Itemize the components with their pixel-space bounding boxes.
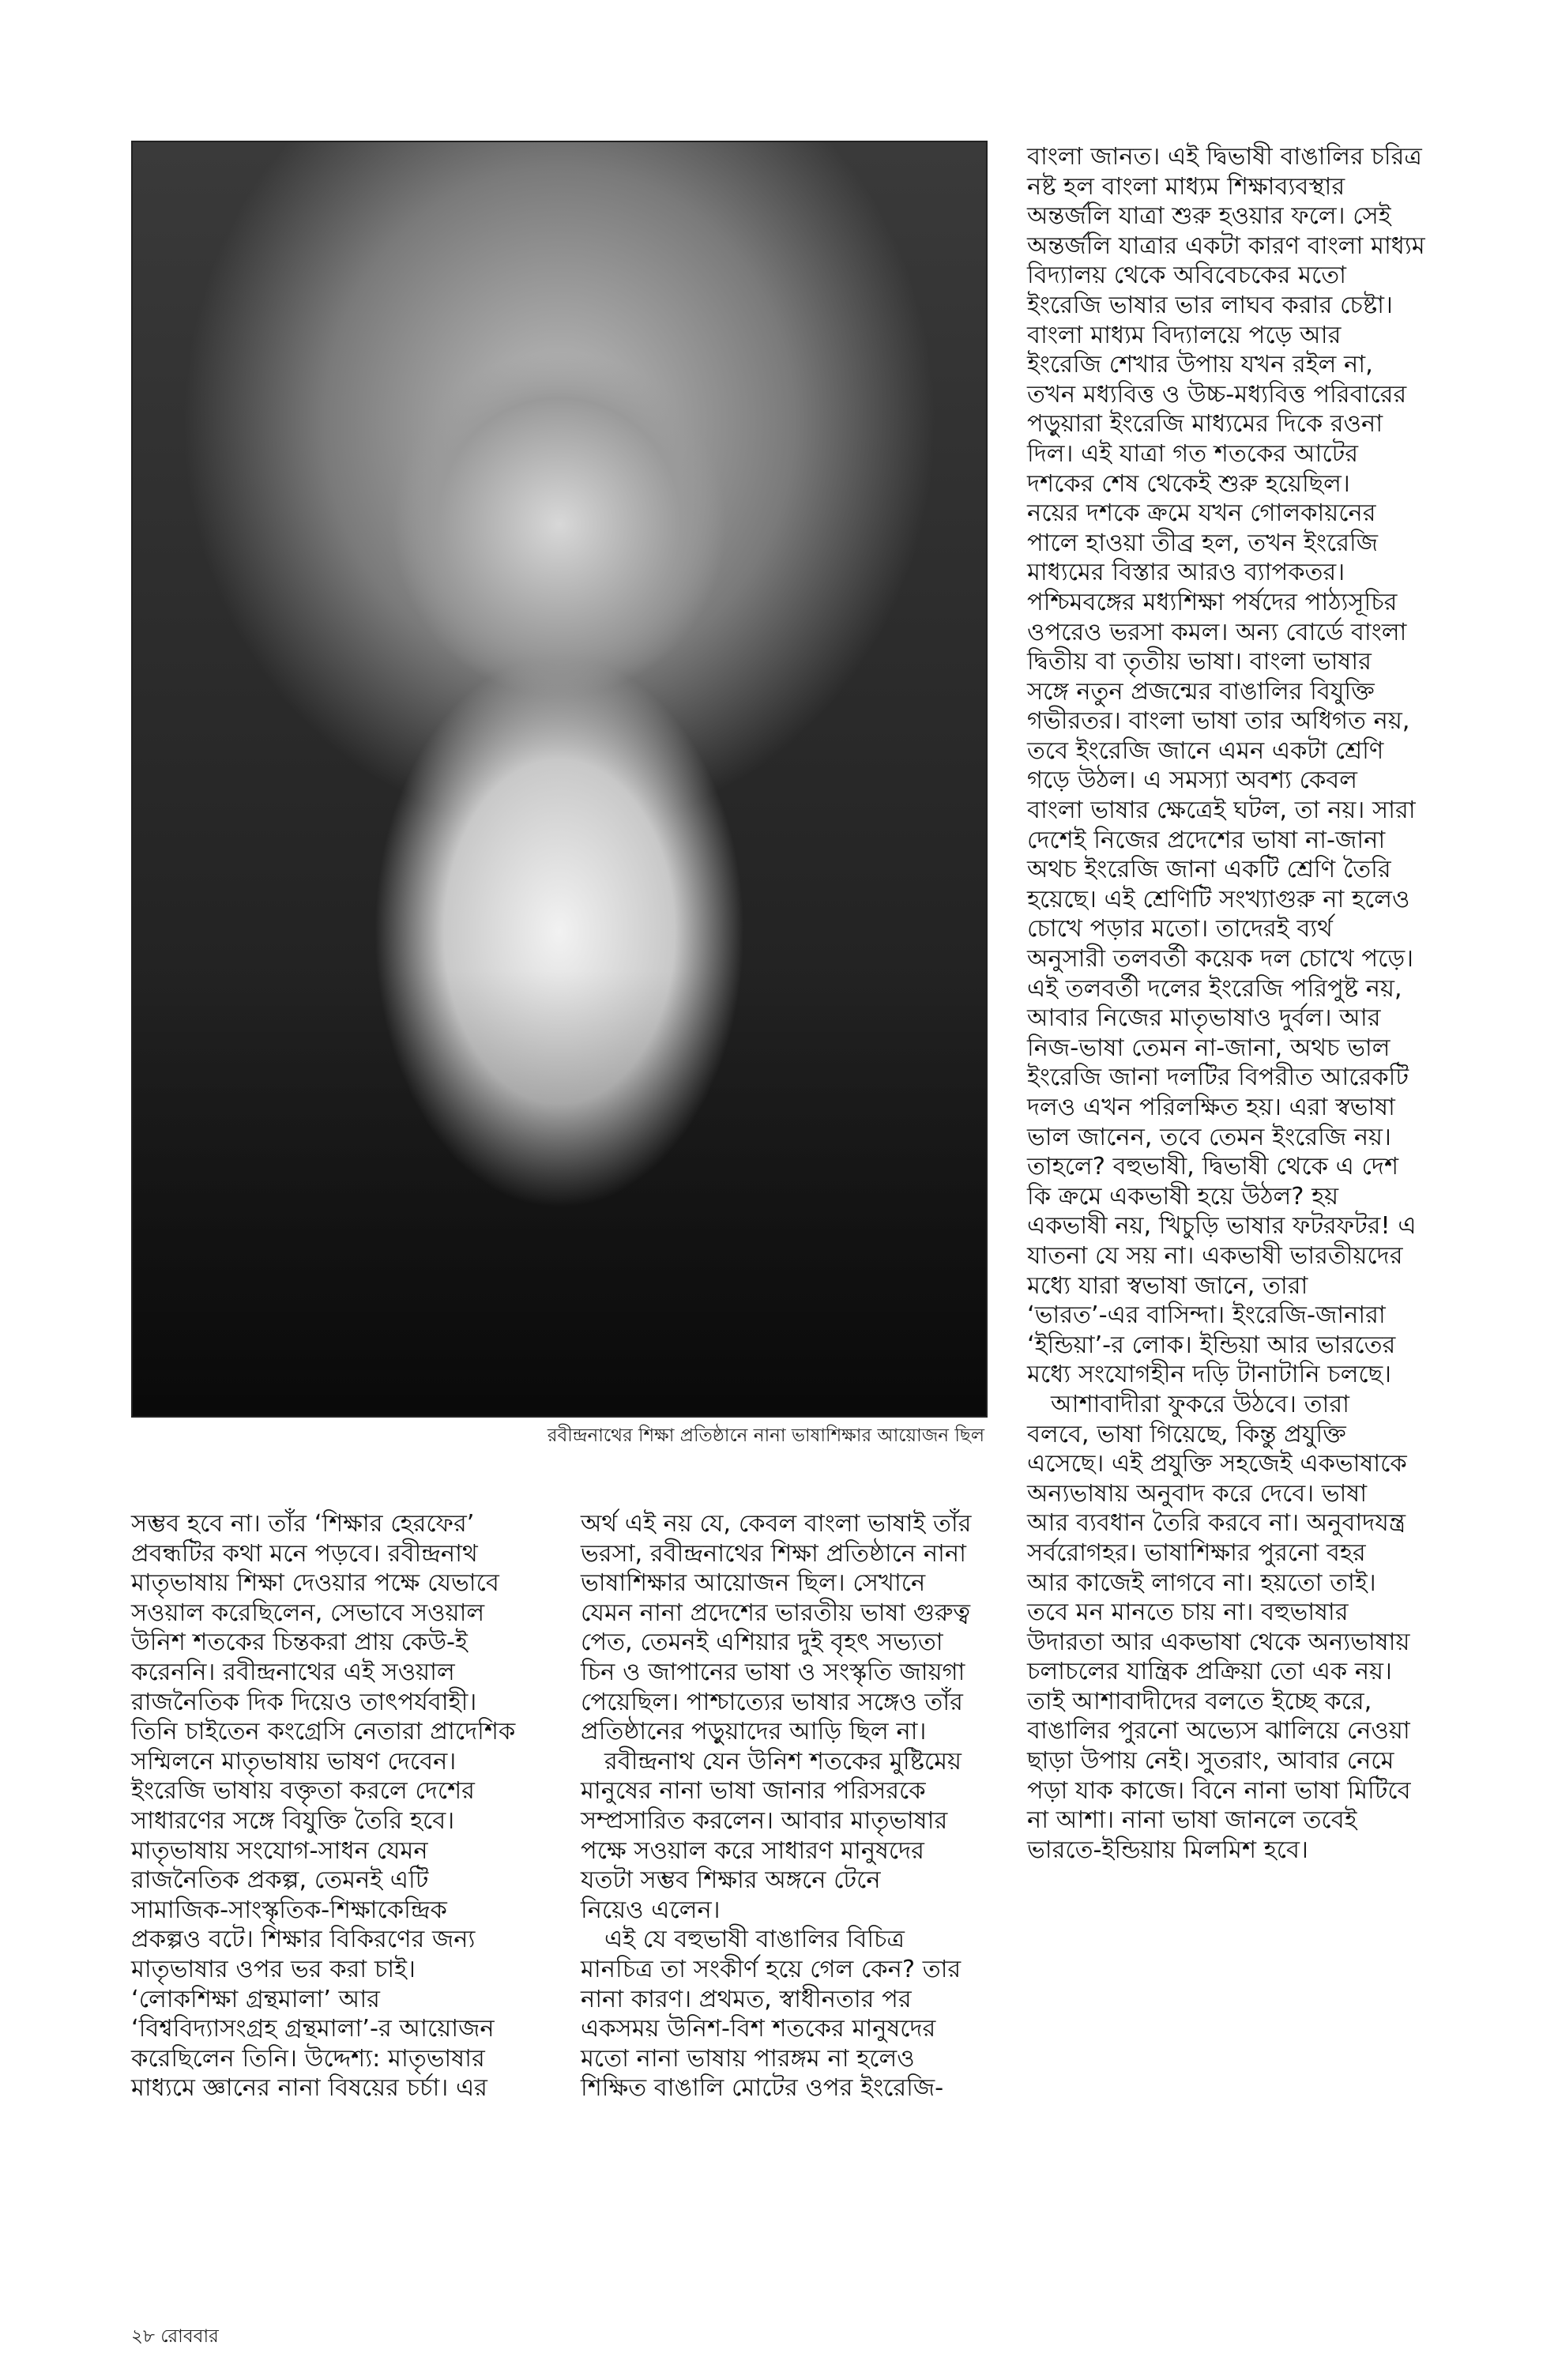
text-column-left bbox=[131, 1509, 526, 2103]
text-line: কি ক্রমে একভাষী হয়ে উঠল? হয় bbox=[1027, 1182, 1339, 1211]
text-column-middle bbox=[581, 1509, 976, 2103]
text-line: করেছিলেন তিনি। উদ্দেশ্য: মাতৃভাষার bbox=[131, 2044, 485, 2073]
text-line: আর কাজেই লাগবে না। হয়তো তাই। bbox=[1027, 1568, 1376, 1597]
text-line: গড়ে উঠল। এ সমস্যা অবশ্য কেবল bbox=[1027, 766, 1358, 795]
magazine-name: রোববার bbox=[160, 2326, 219, 2347]
text-line: শিক্ষিত বাঙালি মোটের ওপর ইংরেজি- bbox=[581, 2074, 944, 2103]
photo-caption: রবীন্দ্রনাথের শিক্ষা প্রতিষ্ঠানে নানা ভাষাশিক্ষার আয়োজন ছিল bbox=[547, 1425, 984, 1446]
text-line: দলও এখন পরিলক্ষিত হয়। এরা স্বভাষা bbox=[1027, 1094, 1395, 1121]
text-line: অথচ ইংরেজি জানা একটি শ্রেণি তৈরি bbox=[1027, 856, 1391, 884]
text-line: নয়ের দশকে ক্রমে যখন গোলকায়নের bbox=[1027, 499, 1376, 528]
text-line: নষ্ট হল বাংলা মাধ্যম শিক্ষাব্যবস্থার bbox=[1027, 172, 1345, 201]
text-line: ভাল জানেন, তবে তেমন ইংরেজি নয়। bbox=[1027, 1123, 1391, 1151]
text-line: অন্তর্জলি যাত্রার একটা কারণ বাংলা মাধ্যম bbox=[1027, 232, 1425, 260]
text-line: উদারতা আর একভাষা থেকে অন্যভাষায় bbox=[1027, 1628, 1410, 1656]
portrait-photo bbox=[131, 141, 988, 1418]
text-line: নানা কারণ। প্রথমত, স্বাধীনতার পর bbox=[581, 1985, 912, 2013]
text-line: হয়েছে। এই শ্রেণিটি সংখ্যাগুরু না হলেও bbox=[1027, 885, 1410, 913]
photo-shadow bbox=[133, 970, 986, 1416]
text-line: ইংরেজি ভাষার ভার লাঘব করার চেষ্টা। bbox=[1027, 291, 1393, 319]
text-line: দিল। এই যাত্রা গত শতকের আটের bbox=[1027, 439, 1358, 468]
text-line: বাংলা মাধ্যম বিদ্যালয়ে পড়ে আর bbox=[1027, 321, 1342, 349]
text-line: ভারতে-ইন্ডিয়ায় মিলমিশ হবে। bbox=[1027, 1836, 1308, 1864]
text-line: তবে ইংরেজি জানে এমন একটা শ্রেণি bbox=[1027, 736, 1384, 765]
text-line: ভাষাশিক্ষার আয়োজন ছিল। সেখানে bbox=[581, 1569, 926, 1598]
text-line: বাংলা জানত। এই দ্বিভাষী বাঙালির চরিত্র bbox=[1027, 143, 1422, 171]
text-line: পশ্চিমবঙ্গের মধ্যশিক্ষা পর্ষদের পাঠ্যসূচির bbox=[1027, 588, 1398, 616]
text-line: বলবে, ভাষা গিয়েছে, কিন্তু প্রযুক্তি bbox=[1027, 1420, 1346, 1448]
text-line: মাতৃভাষায় শিক্ষা দেওয়ার পক্ষে যেভাবে bbox=[131, 1569, 499, 1598]
text-line: ইংরেজি জানা দলটির বিপরীত আরেকটি bbox=[1027, 1064, 1409, 1092]
text-line: নিয়েও এলেন। bbox=[581, 1896, 721, 1924]
text-line: প্রবন্ধটির কথা মনে পড়বে। রবীন্দ্রনাথ bbox=[131, 1539, 478, 1568]
text-line: চোখে পড়ার মতো। তাদেরই ব্যর্থ bbox=[1027, 915, 1333, 943]
text-line: এই তলবর্তী দলের ইংরেজি পরিপুষ্ট নয়, bbox=[1027, 974, 1402, 1003]
text-line: ‘ভারত’-এর বাসিন্দা। ইংরেজি-জানারা bbox=[1027, 1301, 1386, 1330]
text-line: মধ্যে সংযোগহীন দড়ি টানাটানি চলছে। bbox=[1027, 1361, 1392, 1389]
text-line: ভরসা, রবীন্দ্রনাথের শিক্ষা প্রতিষ্ঠানে নানা bbox=[581, 1539, 966, 1568]
text-line: তখন মধ্যবিত্ত ও উচ্চ-মধ্যবিত্ত পরিবারের bbox=[1027, 380, 1407, 409]
text-line: প্রকল্পও বটে। শিক্ষার বিকিরণের জন্য bbox=[131, 1926, 476, 1954]
text-line: ইংরেজি শেখার উপায় যখন রইল না, bbox=[1027, 351, 1373, 379]
text-line: যাতনা যে সয় না। একভাষী ভারতীয়দের bbox=[1027, 1241, 1403, 1270]
text-line: মতো নানা ভাষায় পারঙ্গম না হলেও bbox=[581, 2044, 915, 2073]
text-line: আবার নিজের মাতৃভাষাও দুর্বল। আর bbox=[1027, 1004, 1381, 1033]
text-line: মধ্যে যারা স্বভাষা জানে, তারা bbox=[1027, 1271, 1308, 1300]
text-line: নিজ-ভাষা তেমন না-জানা, অথচ ভাল bbox=[1027, 1034, 1391, 1062]
text-line: মাতৃভাষায় সংযোগ-সাধন যেমন bbox=[131, 1836, 428, 1865]
text-line: যেমন নানা প্রদেশের ভারতীয় ভাষা গুরুত্ব bbox=[581, 1599, 971, 1627]
page-number: ২৮ bbox=[131, 2326, 155, 2347]
text-line: রাজনৈতিক প্রকল্প, তেমনই এটি bbox=[131, 1866, 429, 1895]
text-line: অনুসারী তলবর্তী কয়েক দল চোখে পড়ে। bbox=[1027, 945, 1414, 973]
text-line: পেয়েছিল। পাশ্চাত্যের ভাষার সঙ্গেও তাঁর bbox=[581, 1688, 963, 1716]
text-line: সম্ভব হবে না। তাঁর ‘শিক্ষার হেরফের’ bbox=[131, 1510, 475, 1538]
text-line: পেত, তেমনই এশিয়ার দুই বৃহৎ সভ্যতা bbox=[581, 1629, 943, 1657]
text-line: ওপরেও ভরসা কমল। অন্য বোর্ডে বাংলা bbox=[1027, 618, 1407, 646]
text-line: পড়া যাক কাজে। বিনে নানা ভাষা মিটিবে bbox=[1027, 1776, 1411, 1805]
text-line: মানুষের নানা ভাষা জানার পরিসরকে bbox=[581, 1777, 926, 1806]
text-line: রাজনৈতিক দিক দিয়েও তাৎপর্যবাহী। bbox=[131, 1688, 477, 1716]
text-line: রবীন্দ্রনাথ যেন উনিশ শতকের মুষ্টিমেয় bbox=[604, 1747, 962, 1776]
text-line: তাহলে? বহুভাষী, দ্বিভাষী থেকে এ দেশ bbox=[1027, 1153, 1398, 1181]
text-line: ইংরেজি ভাষায় বক্তৃতা করলে দেশের bbox=[131, 1777, 475, 1806]
text-line: মাধ্যমে জ্ঞানের নানা বিষয়ের চর্চা। এর bbox=[131, 2074, 487, 2103]
text-line: গভীরতর। বাংলা ভাষা তার অধিগত নয়, bbox=[1027, 707, 1410, 736]
text-line: বাঙালির পুরনো অভ্যেস ঝালিয়ে নেওয়া bbox=[1027, 1717, 1410, 1745]
text-line: তবে মন মানতে চায় না। বহুভাষার bbox=[1027, 1599, 1349, 1627]
text-line: সম্প্রসারিত করলেন। আবার মাতৃভাষার bbox=[581, 1806, 948, 1835]
page-footer bbox=[131, 2322, 219, 2352]
text-line: আর ব্যবধান তৈরি করবে না। অনুবাদযন্ত্র bbox=[1027, 1509, 1406, 1538]
text-line: দশকের শেষ থেকেই শুরু হয়েছিল। bbox=[1027, 469, 1350, 498]
text-line: ‘বিশ্ববিদ্যাসংগ্রহ গ্রন্থমালা’-র আয়োজন bbox=[131, 2015, 495, 2043]
text-line: সর্বরোগহর। ভাষাশিক্ষার পুরনো বহর bbox=[1027, 1538, 1366, 1567]
text-line: ‘লোকশিক্ষা গ্রন্থমালা’ আর bbox=[131, 1985, 380, 2013]
text-line: অর্থ এই নয় যে, কেবল বাংলা ভাষাই তাঁর bbox=[581, 1510, 972, 1538]
text-line: প্রতিষ্ঠানের পড়ুয়াদের আড়ি ছিল না। bbox=[581, 1718, 927, 1746]
text-line: সঙ্গে নতুন প্রজন্মের বাঙালির বিযুক্তি bbox=[1027, 677, 1375, 706]
text-line: বাংলা ভাষার ক্ষেত্রেই ঘটল, তা নয়। সারা bbox=[1027, 796, 1416, 825]
text-line: পড়ুয়ারা ইংরেজি মাধ্যমের দিকে রওনা bbox=[1027, 410, 1383, 439]
text-line: তিনি চাইতেন কংগ্রেসি নেতারা প্রাদেশিক bbox=[131, 1718, 516, 1746]
text-line: মাতৃভাষার ওপর ভর করা চাই। bbox=[131, 1955, 416, 1983]
text-line: এই যে বহুভাষী বাঙালির বিচিত্র bbox=[604, 1926, 905, 1954]
text-line: সওয়াল করেছিলেন, সেভাবে সওয়াল bbox=[131, 1599, 485, 1627]
text-line: ‘ইন্ডিয়া’-র লোক। ইন্ডিয়া আর ভারতের bbox=[1027, 1331, 1396, 1359]
text-line: একসময় উনিশ-বিশ শতকের মানুষদের bbox=[581, 2015, 936, 2043]
text-line: পক্ষে সওয়াল করে সাধারণ মানুষদের bbox=[581, 1836, 924, 1865]
text-line: অন্যভাষায় অনুবাদ করে দেবে। ভাষা bbox=[1027, 1479, 1368, 1508]
text-line: এসেছে। এই প্রযুক্তি সহজেই একভাষাকে bbox=[1027, 1450, 1407, 1478]
text-line: ছাড়া উপায় নেই। সুতরাং, আবার নেমে bbox=[1027, 1747, 1394, 1776]
text-line: বিদ্যালয় থেকে অবিবেচকের মতো bbox=[1027, 262, 1347, 290]
text-line: অন্তর্জলি যাত্রা শুরু হওয়ার ফলে। সেই bbox=[1027, 202, 1391, 231]
text-line: না আশা। নানা ভাষা জানলে তবেই bbox=[1027, 1806, 1357, 1835]
text-line: চিন ও জাপানের ভাষা ও সংস্কৃতি জায়গা bbox=[581, 1658, 965, 1686]
text-line: চলাচলের যান্ত্রিক প্রক্রিয়া তো এক নয়। bbox=[1027, 1658, 1392, 1686]
text-line: একভাষী নয়, খিচুড়ি ভাষার ফটরফটর! এ bbox=[1027, 1212, 1417, 1241]
text-line: যতটা সম্ভব শিক্ষার অঙ্গনে টেনে bbox=[581, 1866, 881, 1895]
text-column-right bbox=[1027, 142, 1517, 1865]
text-line: আশাবাদীরা ফুকরে উঠবে। তারা bbox=[1051, 1390, 1349, 1418]
text-line: তাই আশাবাদীদের বলতে ইচ্ছে করে, bbox=[1027, 1687, 1372, 1715]
text-line: মাধ্যমের বিস্তার আরও ব্যাপকতর। bbox=[1027, 559, 1345, 587]
text-line: করেননি। রবীন্দ্রনাথের এই সওয়াল bbox=[131, 1658, 455, 1686]
text-line: মানচিত্র তা সংকীর্ণ হয়ে গেল কেন? তার bbox=[581, 1955, 962, 1983]
text-line: সাধারণের সঙ্গে বিযুক্তি তৈরি হবে। bbox=[131, 1806, 455, 1835]
text-line: উনিশ শতকের চিন্তকরা প্রায় কেউ-ই bbox=[131, 1629, 468, 1657]
text-line: দেশেই নিজের প্রদেশের ভাষা না-জানা bbox=[1027, 826, 1386, 854]
text-line: সামাজিক-সাংস্কৃতিক-শিক্ষাকেন্দ্রিক bbox=[131, 1896, 447, 1924]
text-line: সম্মিলনে মাতৃভাষায় ভাষণ দেবেন। bbox=[131, 1747, 457, 1776]
text-line: দ্বিতীয় বা তৃতীয় ভাষা। বাংলা ভাষার bbox=[1027, 648, 1372, 676]
text-line: পালে হাওয়া তীব্র হল, তখন ইংরেজি bbox=[1027, 529, 1379, 557]
